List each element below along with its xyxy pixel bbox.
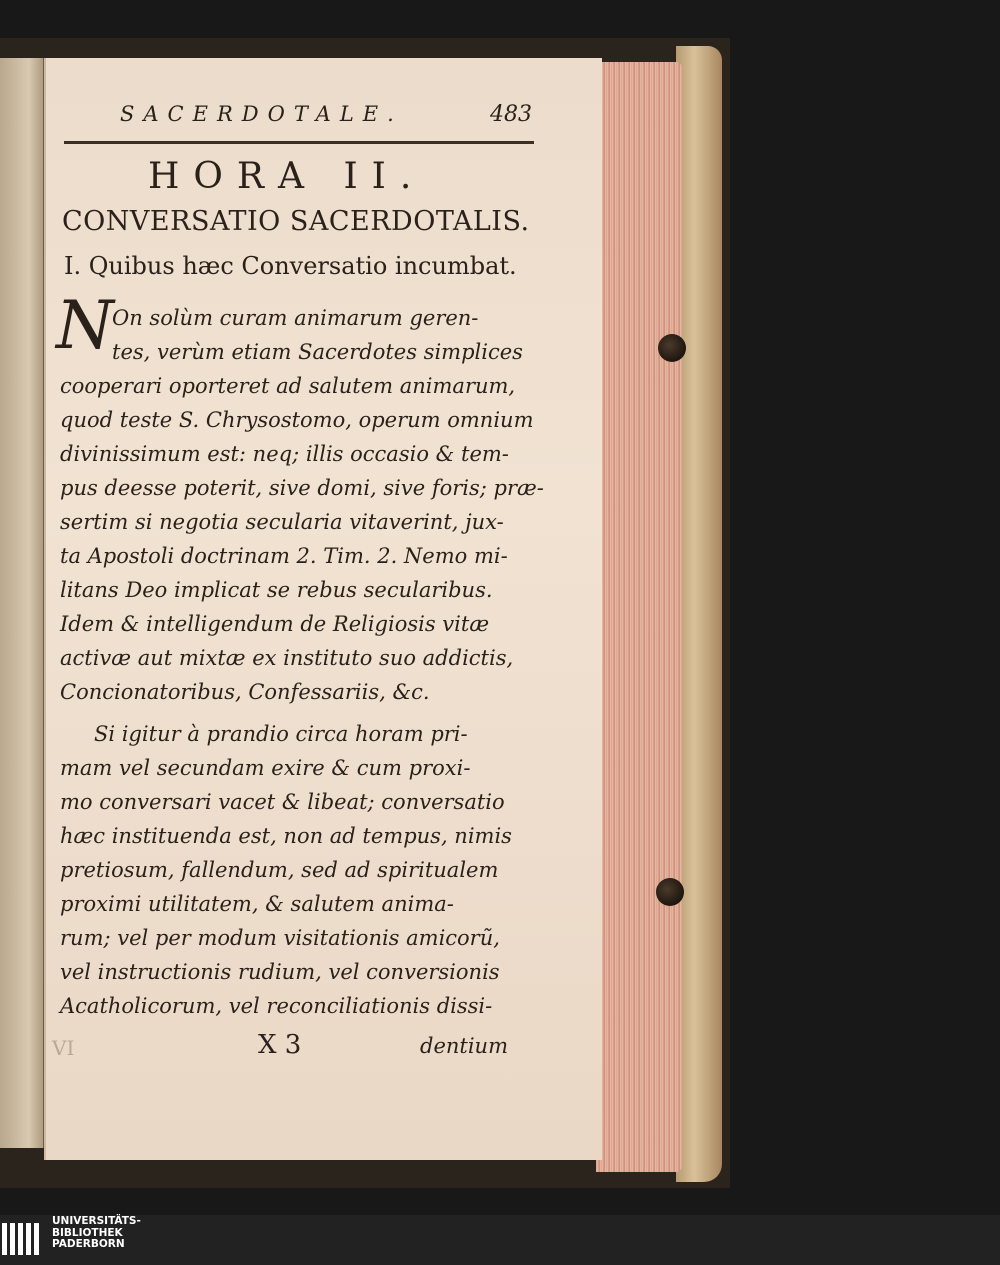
body-line: quod teste S. Chrysostomo, operum omnium xyxy=(60,408,534,432)
page-edges xyxy=(596,62,682,1172)
library-name-line: BIBLIOTHEK xyxy=(52,1226,123,1239)
signature-mark: X 3 xyxy=(258,1030,302,1060)
body-line: pus deesse poterit, sive domi, sive foris; præ- xyxy=(60,476,544,500)
body-line: pretiosum, fallendum, sed ad spiritualem xyxy=(60,858,499,882)
library-footer xyxy=(0,1215,1000,1265)
body-line: cooperari oporteret ad salutem animarum, xyxy=(60,374,516,398)
hora-heading: HORA II. xyxy=(148,156,426,197)
bleed-through-mark: VI xyxy=(52,1036,75,1060)
running-head: SACERDOTALE. xyxy=(120,102,403,126)
section-title: CONVERSATIO SACERDOTALIS. xyxy=(62,206,530,237)
body-line: vel instructionis rudium, vel conversionis xyxy=(60,960,500,984)
section-subtitle: I. Quibus hæc Conversatio incumbat. xyxy=(64,252,517,280)
body-line: ta Apostoli doctrinam 2. Tim. 2. Nemo mi- xyxy=(60,544,508,568)
left-page-fragment xyxy=(0,58,48,1148)
body-line: rum; vel per modum visitationis amicorũ, xyxy=(60,926,500,950)
body-line: On solùm curam animarum geren- xyxy=(112,306,479,330)
body-line: litans Deo implicat se rebus secularibus. xyxy=(60,578,493,602)
body-line: Concionatoribus, Confessariis, &c. xyxy=(60,680,430,704)
body-line: Acatholicorum, vel reconciliationis dissi- xyxy=(60,994,493,1018)
body-line: sertim si negotia secularia vitaverint, jux- xyxy=(60,510,504,534)
library-name-line: UNIVERSITÄTS- xyxy=(52,1215,141,1227)
body-line: divinissimum est: neq; illis occasio & tem- xyxy=(60,442,509,466)
catchword: dentium xyxy=(420,1034,508,1058)
body-line: Idem & intelligendum de Religiosis vitæ xyxy=(60,612,490,636)
clasp-nail-upper xyxy=(658,334,686,362)
body-line: mam vel secundam exire & cum proxi- xyxy=(60,756,471,780)
body-line: Si igitur à prandio circa horam pri- xyxy=(94,722,468,746)
library-name-line: PADERBORN xyxy=(52,1238,125,1250)
page-number: 483 xyxy=(490,102,532,127)
library-name xyxy=(52,1216,141,1251)
body-line: tes, verùm etiam Sacerdotes simplices xyxy=(112,340,523,364)
body-line: hæc instituenda est, non ad tempus, nimis xyxy=(60,824,512,848)
body-line: proximi utilitatem, & salutem anima- xyxy=(60,892,454,916)
library-logo-icon xyxy=(2,1219,46,1259)
book-cover-edge xyxy=(676,46,722,1182)
body-line: mo conversari vacet & libeat; conversatio xyxy=(60,790,505,814)
header-rule xyxy=(64,141,534,144)
body-line: activæ aut mixtæ ex instituto suo addictis, xyxy=(60,646,514,670)
clasp-nail-lower xyxy=(656,878,684,906)
drop-capital: N xyxy=(56,287,114,364)
